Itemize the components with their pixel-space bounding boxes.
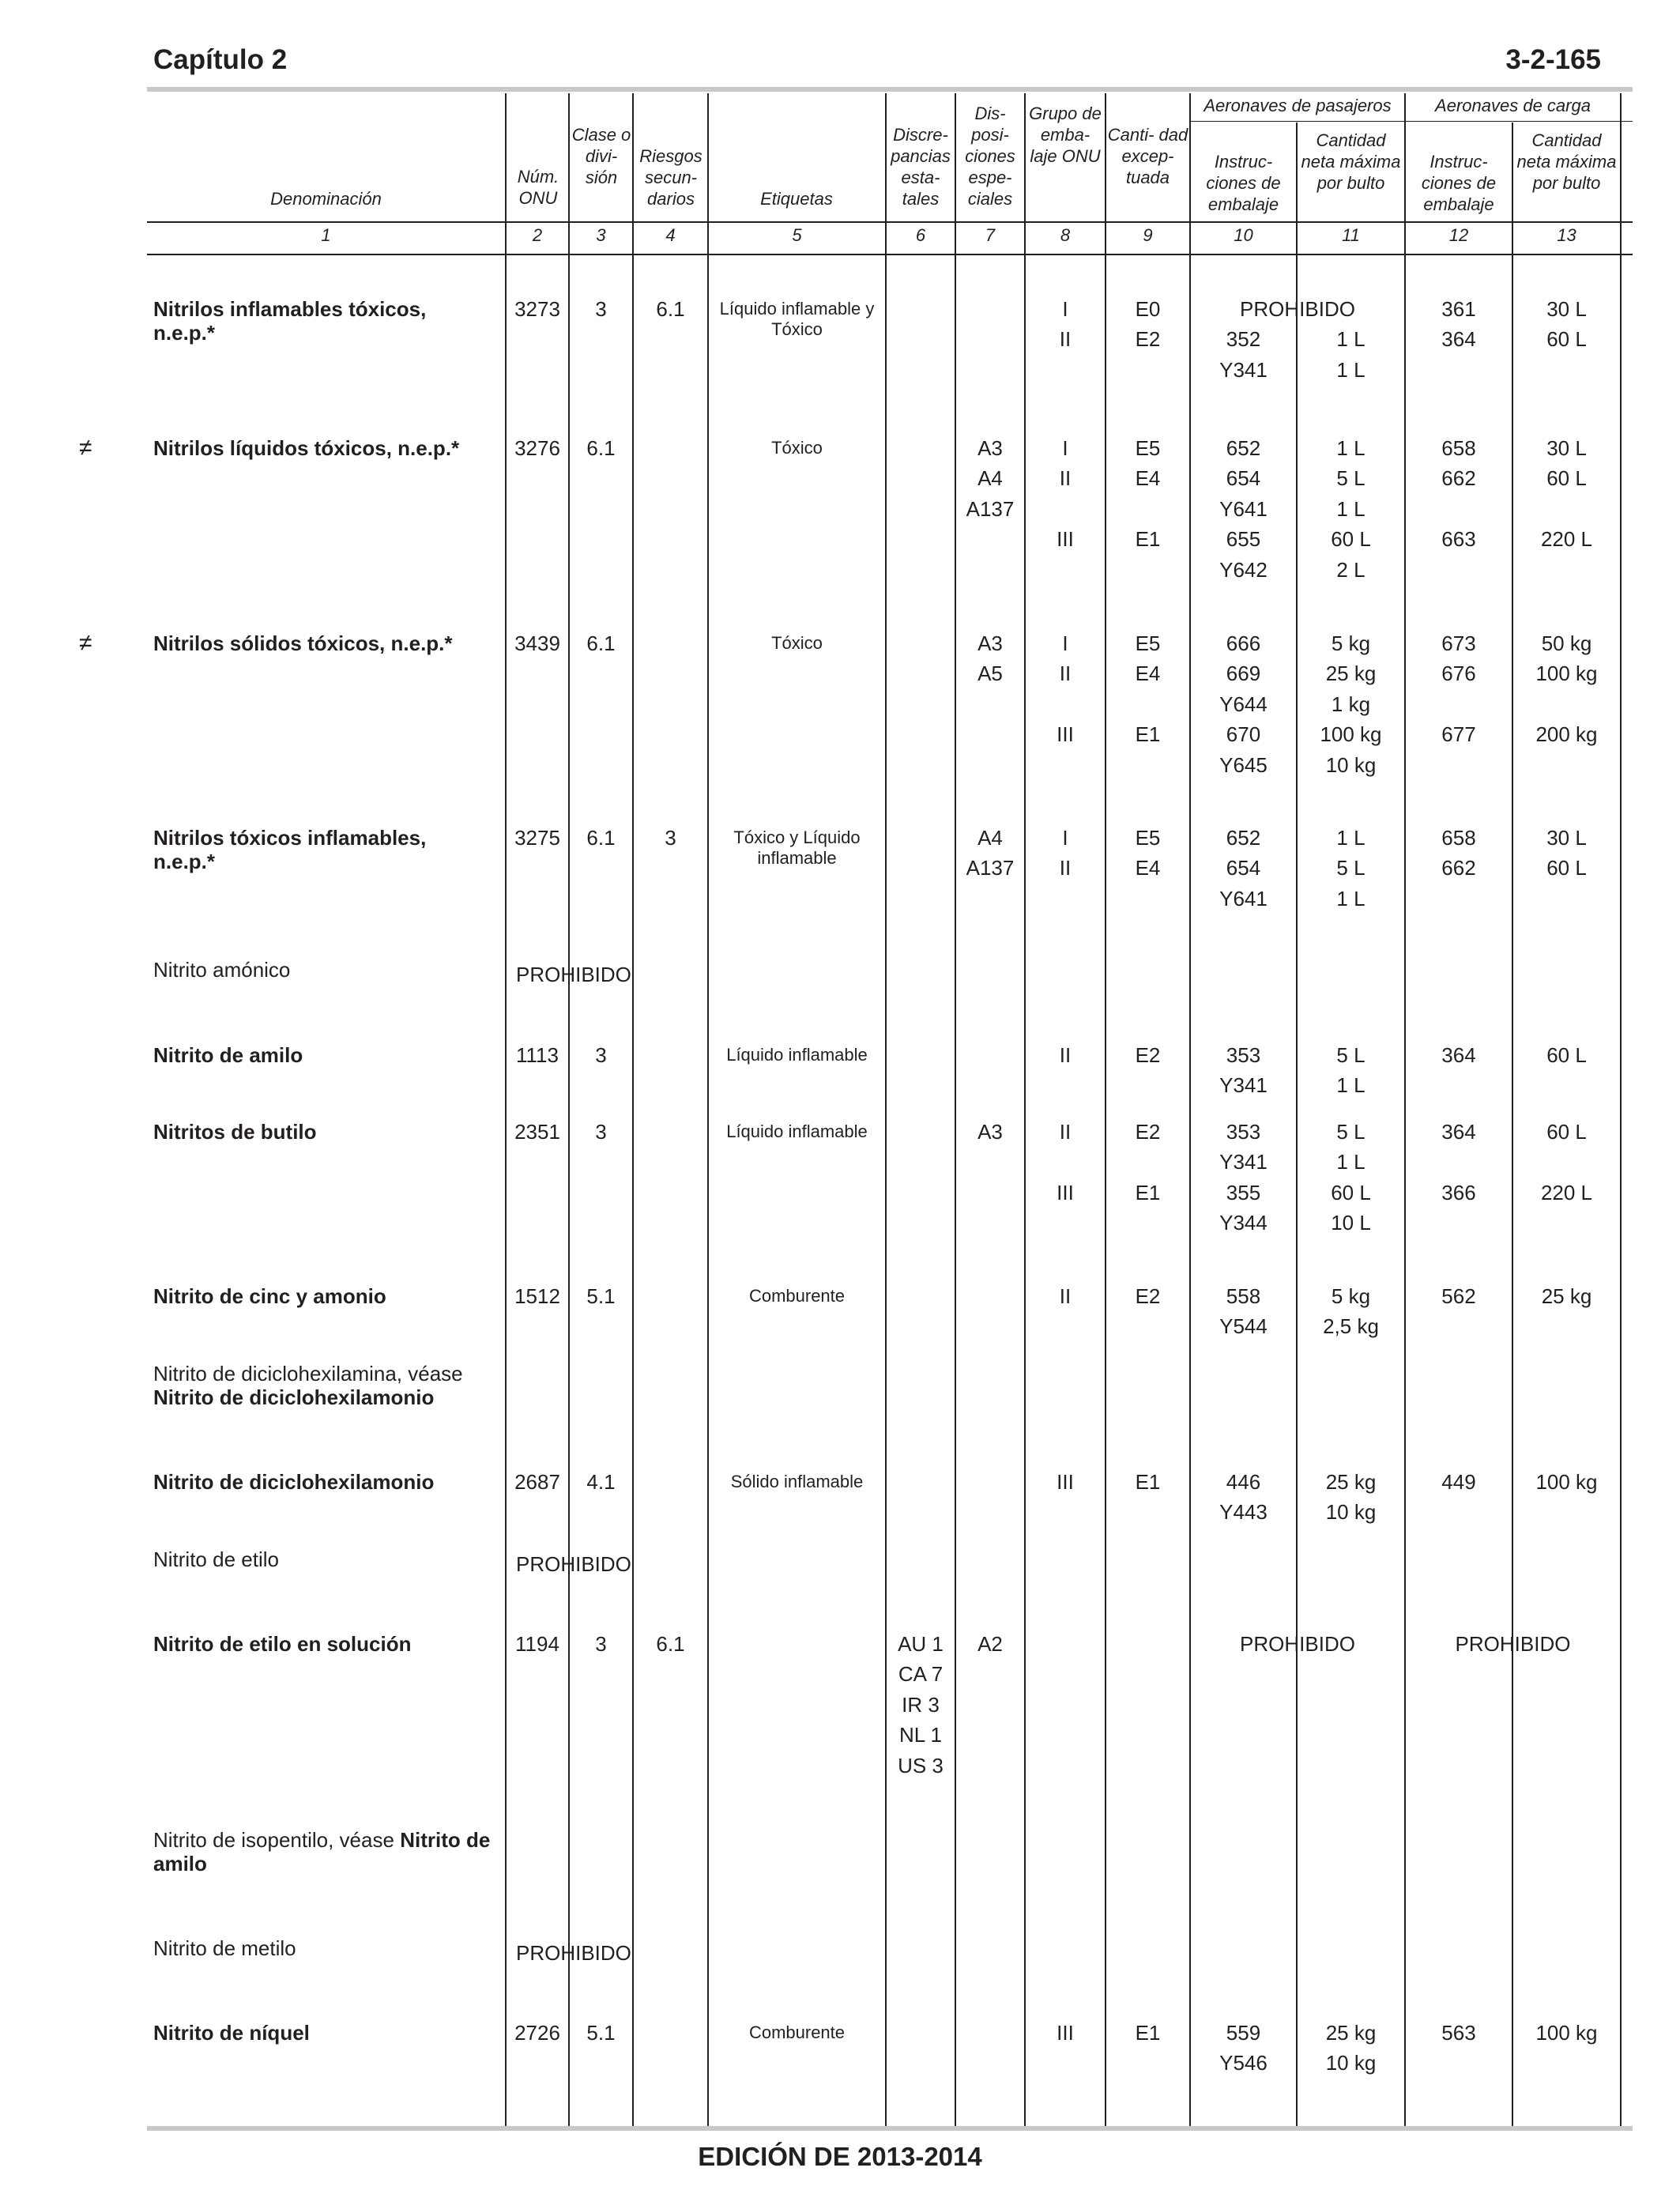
header-packing-group: Grupo de emba- laje ONU bbox=[1029, 104, 1102, 166]
pax-packing-instruction: Y642 bbox=[1219, 557, 1268, 582]
class-division: 3 bbox=[595, 297, 607, 321]
col-divider-3 bbox=[632, 93, 634, 2126]
cargo-packing-instruction: 364 bbox=[1441, 1043, 1476, 1067]
cargo-packing-instruction: 673 bbox=[1441, 631, 1476, 655]
pax-max-quantity: 2 L bbox=[1336, 557, 1365, 582]
cargo-packing-instruction: 361 bbox=[1441, 297, 1476, 321]
substance-name-bold: Nitrilos tóxicos inflamables, n.e.p.* bbox=[153, 826, 427, 873]
substance-name-plain: Nitrito de metilo bbox=[153, 1936, 296, 1960]
packing-group: III bbox=[1057, 722, 1074, 747]
excepted-quantity: E4 bbox=[1135, 466, 1161, 491]
column-number: 12 bbox=[1448, 225, 1469, 245]
un-number: 3439 bbox=[514, 631, 560, 655]
special-provision: A4 bbox=[977, 826, 1003, 850]
substance-name-bold: Nitrito de níquel bbox=[153, 2021, 310, 2045]
excepted-quantity: E1 bbox=[1135, 722, 1161, 747]
pax-packing-instruction: 558 bbox=[1226, 1284, 1261, 1308]
cargo-max-quantity: 60 L bbox=[1546, 1043, 1587, 1067]
un-number: 3276 bbox=[514, 436, 560, 460]
cargo-packing-instruction: 563 bbox=[1441, 2021, 1476, 2045]
pax-packing-instruction: Y546 bbox=[1219, 2051, 1268, 2075]
pax-max-quantity: 10 L bbox=[1331, 1211, 1371, 1235]
pax-packing-instruction: 655 bbox=[1226, 527, 1261, 552]
substance-name-bold: Nitrilos inflamables tóxicos, n.e.p.* bbox=[153, 297, 427, 345]
special-provision: A3 bbox=[977, 1120, 1003, 1144]
column-number: 8 bbox=[1060, 225, 1071, 245]
col-divider-8 bbox=[1105, 93, 1106, 2126]
forbidden-text: PROHIBIDO bbox=[516, 1552, 631, 1576]
packing-group: III bbox=[1057, 1180, 1074, 1204]
forbidden-text: PROHIBIDO bbox=[516, 1941, 631, 1965]
substance-name bbox=[153, 1284, 493, 1308]
col-divider-6 bbox=[955, 93, 956, 2126]
cargo-packing-instruction: 658 bbox=[1441, 826, 1476, 850]
pax-packing-instruction: 652 bbox=[1226, 826, 1261, 850]
pax-max-quantity: 1 L bbox=[1336, 1150, 1365, 1174]
header-class: Clase o divi- sión bbox=[571, 125, 631, 187]
cargo-max-quantity: 60 L bbox=[1546, 466, 1587, 491]
substance-name bbox=[153, 297, 493, 345]
pax-packing-instruction: Y645 bbox=[1219, 752, 1268, 777]
pax-max-quantity: 1 L bbox=[1336, 357, 1365, 382]
pax-packing-instruction: 670 bbox=[1226, 722, 1261, 747]
pax-max-quantity: 10 kg bbox=[1325, 1500, 1377, 1525]
class-division: 4.1 bbox=[586, 1470, 616, 1494]
packing-group: II bbox=[1059, 466, 1072, 491]
page-number: 3-2-165 bbox=[1505, 44, 1601, 75]
state-variation: AU 1 bbox=[898, 1632, 944, 1656]
column-number: 4 bbox=[665, 225, 676, 245]
un-number: 2726 bbox=[514, 2021, 560, 2045]
header-cargo-aircraft: Aeronaves de carga bbox=[1435, 96, 1591, 115]
column-number: 10 bbox=[1234, 225, 1253, 245]
substance-name bbox=[153, 1470, 493, 1494]
excepted-quantity: E2 bbox=[1135, 1284, 1161, 1308]
substance-name bbox=[153, 826, 493, 873]
packing-group: III bbox=[1057, 1470, 1074, 1494]
cargo-packing-instruction: 663 bbox=[1441, 527, 1476, 552]
packing-group: II bbox=[1059, 1120, 1072, 1144]
substance-name bbox=[153, 2021, 493, 2045]
excepted-quantity: E0 bbox=[1135, 297, 1161, 321]
header-excepted-quantity: Canti- dad excep- tuada bbox=[1107, 125, 1188, 187]
cargo-packing-instruction: 364 bbox=[1441, 1120, 1476, 1144]
class-division: 5.1 bbox=[586, 2021, 616, 2045]
packing-group: I bbox=[1062, 826, 1068, 850]
pax-packing-instruction: 352 bbox=[1226, 327, 1261, 352]
substance-name-bold: Nitrito de diciclohexilamonio bbox=[153, 1470, 435, 1494]
cross-reference: Nitrito de amilo bbox=[153, 1828, 491, 1875]
substance-name-plain: Nitrito de etilo bbox=[153, 1547, 279, 1571]
pax-max-quantity: 10 kg bbox=[1325, 2051, 1377, 2075]
change-mark: ≠ bbox=[79, 435, 92, 461]
cargo-packing-instruction: 449 bbox=[1441, 1470, 1476, 1494]
col-divider-11 bbox=[1404, 93, 1406, 2126]
header-un-number: Núm. ONU bbox=[517, 167, 559, 208]
pax-max-quantity: 1 L bbox=[1336, 886, 1365, 910]
cargo-max-quantity: 60 L bbox=[1546, 856, 1587, 880]
bottom-rule bbox=[147, 2126, 1633, 2131]
col-divider-5 bbox=[885, 93, 887, 2126]
packing-group: I bbox=[1062, 297, 1068, 321]
hazard-labels: Tóxico bbox=[771, 438, 823, 458]
pax-max-quantity: 100 kg bbox=[1320, 722, 1382, 747]
chapter-title: Capítulo 2 bbox=[153, 44, 288, 75]
substance-name-plain: Nitrito de diciclohexilamina, véase bbox=[153, 1362, 463, 1385]
special-provision: A3 bbox=[977, 631, 1003, 655]
special-provision: A4 bbox=[977, 466, 1003, 491]
excepted-quantity: E1 bbox=[1135, 1180, 1161, 1204]
cargo-max-quantity: 100 kg bbox=[1535, 1470, 1598, 1494]
packing-group: III bbox=[1057, 527, 1074, 552]
forbidden-text: PROHIBIDO bbox=[516, 963, 631, 986]
column-number: 2 bbox=[532, 225, 543, 245]
cargo-max-quantity: 50 kg bbox=[1541, 631, 1592, 655]
substance-name bbox=[153, 1547, 493, 1571]
excepted-quantity: E1 bbox=[1135, 527, 1161, 552]
header-state-variations: Discre- pancias esta- tales bbox=[891, 125, 951, 209]
substance-name bbox=[153, 1936, 493, 1960]
cargo-max-quantity: 30 L bbox=[1546, 436, 1587, 460]
excepted-quantity: E5 bbox=[1135, 631, 1161, 655]
excepted-quantity: E4 bbox=[1135, 662, 1161, 686]
col-divider-1 bbox=[505, 93, 507, 2126]
pax-max-quantity: 5 L bbox=[1336, 856, 1365, 880]
hazard-labels: Sólido inflamable bbox=[730, 1472, 864, 1491]
pax-packing-instruction: Y641 bbox=[1219, 886, 1268, 910]
packing-group: II bbox=[1059, 662, 1072, 686]
substance-name bbox=[153, 631, 493, 655]
class-division: 3 bbox=[595, 1632, 607, 1656]
column-number: 7 bbox=[985, 225, 996, 245]
header-subsidiary-risk: Riesgos secun- darios bbox=[639, 146, 703, 209]
cargo-max-quantity: 100 kg bbox=[1535, 2021, 1598, 2045]
hazard-labels: Líquido inflamable bbox=[726, 1122, 868, 1141]
pax-max-quantity: 1 L bbox=[1336, 826, 1365, 850]
class-division: 3 bbox=[595, 1120, 607, 1144]
cargo-max-quantity: 200 kg bbox=[1535, 722, 1598, 747]
header-passenger-aircraft: Aeronaves de pasajeros bbox=[1203, 96, 1392, 115]
state-variation: IR 3 bbox=[902, 1692, 940, 1717]
cargo-max-quantity: 220 L bbox=[1540, 1180, 1593, 1204]
cargo-packing-instruction: 662 bbox=[1441, 466, 1476, 491]
header-pax-max-quantity: Cantidad neta máxima por bulto bbox=[1301, 130, 1401, 193]
class-division: 6.1 bbox=[586, 631, 616, 655]
column-number: 11 bbox=[1342, 225, 1360, 245]
substance-name-plain: Nitrito amónico bbox=[153, 958, 291, 982]
pax-packing-instruction: 559 bbox=[1226, 2021, 1261, 2045]
substance-name-bold: Nitrito de cinc y amonio bbox=[153, 1284, 386, 1308]
pax-max-quantity: 1 kg bbox=[1331, 692, 1371, 716]
cargo-max-quantity: 100 kg bbox=[1535, 662, 1598, 686]
head-rule-2 bbox=[147, 254, 1633, 255]
pax-packing-instruction: Y641 bbox=[1219, 496, 1268, 521]
state-variation: US 3 bbox=[898, 1753, 944, 1777]
excepted-quantity: E2 bbox=[1135, 1120, 1161, 1144]
cargo-max-quantity: 60 L bbox=[1546, 327, 1587, 352]
cargo-max-quantity: 60 L bbox=[1546, 1120, 1587, 1144]
cargo-packing-instruction: 677 bbox=[1441, 722, 1476, 747]
cargo-max-quantity: 30 L bbox=[1546, 826, 1587, 850]
substance-name-bold: Nitrito de etilo en solución bbox=[153, 1632, 412, 1656]
pax-packing-instruction: 654 bbox=[1226, 856, 1261, 880]
column-number: 3 bbox=[596, 225, 606, 245]
column-number: 13 bbox=[1557, 225, 1576, 245]
cargo-packing-instruction: 366 bbox=[1441, 1180, 1476, 1204]
packing-group: III bbox=[1057, 2021, 1074, 2045]
un-number: 1512 bbox=[514, 1284, 560, 1308]
class-division: 5.1 bbox=[586, 1284, 616, 1308]
column-number: 1 bbox=[321, 225, 331, 245]
pax-max-quantity: 5 L bbox=[1336, 1120, 1365, 1144]
header-special-provisions: Dis- posi- ciones espe- ciales bbox=[965, 104, 1015, 209]
pax-max-quantity: 5 kg bbox=[1331, 631, 1371, 655]
class-division: 3 bbox=[595, 1043, 607, 1067]
pax-max-quantity: 2,5 kg bbox=[1323, 1314, 1379, 1339]
pax-max-quantity: 25 kg bbox=[1325, 2021, 1377, 2045]
packing-group: II bbox=[1059, 1284, 1072, 1308]
passenger-forbidden: PROHIBIDO bbox=[1240, 1632, 1355, 1656]
pax-max-quantity: 1 L bbox=[1336, 496, 1365, 521]
header-cargo-packing-instruction: Instruc- ciones de embalaje bbox=[1421, 152, 1497, 214]
pax-max-quantity: 25 kg bbox=[1325, 662, 1377, 686]
subsidiary-risk: 6.1 bbox=[656, 1632, 685, 1656]
substance-name-bold: Nitrilos líquidos tóxicos, n.e.p.* bbox=[153, 436, 460, 460]
edition-footer: EDICIÓN DE 2013-2014 bbox=[698, 2142, 982, 2171]
pax-packing-instruction: 669 bbox=[1226, 662, 1261, 686]
pax-packing-instruction: Y341 bbox=[1219, 357, 1268, 382]
column-number: 6 bbox=[915, 225, 926, 245]
hazard-labels: Tóxico y Líquido inflamable bbox=[733, 827, 861, 868]
packing-group: II bbox=[1059, 1043, 1072, 1067]
cross-reference: Nitrito de diciclohexilamonio bbox=[153, 1385, 435, 1409]
special-provision: A3 bbox=[977, 436, 1003, 460]
packing-group: II bbox=[1059, 327, 1072, 352]
header-pax-packing-instruction: Instruc- ciones de embalaje bbox=[1206, 152, 1281, 214]
col-divider-13 bbox=[1620, 93, 1622, 2126]
pax-packing-instruction: Y443 bbox=[1219, 1500, 1268, 1525]
change-mark: ≠ bbox=[79, 630, 92, 656]
un-number: 1194 bbox=[515, 1632, 559, 1656]
pax-packing-instruction: 654 bbox=[1226, 466, 1261, 491]
subsidiary-risk: 3 bbox=[665, 826, 676, 850]
header-labels: Etiquetas bbox=[760, 189, 833, 209]
pax-max-quantity: 10 kg bbox=[1325, 752, 1377, 777]
pax-packing-instruction: 353 bbox=[1226, 1120, 1261, 1144]
col-divider-9 bbox=[1189, 93, 1191, 2126]
pax-max-quantity: 5 kg bbox=[1331, 1284, 1371, 1308]
pax-packing-instruction: Y544 bbox=[1219, 1314, 1268, 1339]
column-number: 5 bbox=[792, 225, 802, 245]
un-number: 2687 bbox=[514, 1470, 560, 1494]
state-variation: CA 7 bbox=[898, 1662, 944, 1687]
substance-name bbox=[153, 1120, 493, 1144]
un-number: 2351 bbox=[514, 1120, 560, 1144]
cargo-forbidden: PROHIBIDO bbox=[1455, 1632, 1571, 1656]
substance-name-bold: Nitritos de butilo bbox=[153, 1120, 317, 1144]
state-variation: NL 1 bbox=[899, 1723, 942, 1747]
pax-packing-instruction: Y644 bbox=[1219, 692, 1268, 716]
packing-group: I bbox=[1062, 631, 1068, 655]
substance-name bbox=[153, 1043, 493, 1067]
pax-packing-instruction: 353 bbox=[1226, 1043, 1261, 1067]
excepted-quantity: E4 bbox=[1135, 856, 1161, 880]
special-provision: A137 bbox=[966, 856, 1015, 880]
hazard-labels: Líquido inflamable bbox=[726, 1045, 868, 1065]
pax-packing-instruction: PROHIBIDO bbox=[1240, 297, 1355, 321]
substance-name-plain: Nitrito de isopentilo, véase bbox=[153, 1828, 394, 1852]
cargo-packing-instruction: 562 bbox=[1441, 1284, 1476, 1308]
col-divider-4 bbox=[707, 93, 709, 2126]
un-number: 1113 bbox=[516, 1043, 559, 1067]
col-divider-2 bbox=[568, 93, 570, 2126]
excepted-quantity: E5 bbox=[1135, 826, 1161, 850]
pax-packing-instruction: Y341 bbox=[1219, 1150, 1268, 1174]
cargo-packing-instruction: 662 bbox=[1441, 856, 1476, 880]
pax-packing-instruction: 446 bbox=[1226, 1470, 1261, 1494]
hazard-labels: Comburente bbox=[748, 1286, 846, 1306]
head-rule-1 bbox=[147, 221, 1633, 223]
pax-packing-instruction: Y344 bbox=[1219, 1211, 1268, 1235]
cargo-packing-instruction: 658 bbox=[1441, 436, 1476, 460]
pax-max-quantity: 60 L bbox=[1331, 527, 1371, 552]
substance-name bbox=[153, 1632, 493, 1656]
packing-group: II bbox=[1059, 856, 1072, 880]
packing-group: I bbox=[1062, 436, 1068, 460]
pax-packing-instruction: 355 bbox=[1226, 1180, 1261, 1204]
pax-max-quantity: 25 kg bbox=[1325, 1470, 1377, 1494]
substance-name bbox=[153, 1828, 493, 1875]
cargo-packing-instruction: 364 bbox=[1441, 327, 1476, 352]
substance-name bbox=[153, 1362, 493, 1409]
substance-name-bold: Nitrilos sólidos tóxicos, n.e.p.* bbox=[153, 631, 453, 655]
substance-name-bold: Nitrito de amilo bbox=[153, 1043, 303, 1067]
cargo-max-quantity: 220 L bbox=[1540, 527, 1593, 552]
pax-max-quantity: 1 L bbox=[1336, 436, 1365, 460]
class-division: 6.1 bbox=[586, 826, 616, 850]
pax-packing-instruction: Y341 bbox=[1219, 1073, 1268, 1098]
pax-max-quantity: 1 L bbox=[1336, 1073, 1365, 1098]
cargo-max-quantity: 30 L bbox=[1546, 297, 1587, 321]
hazard-labels: Tóxico bbox=[771, 633, 823, 653]
header-cargo-max-quantity: Cantidad neta máxima por bulto bbox=[1516, 130, 1617, 193]
excepted-quantity: E2 bbox=[1135, 327, 1161, 352]
substance-name bbox=[153, 436, 493, 460]
pax-packing-instruction: 652 bbox=[1226, 436, 1261, 460]
pax-max-quantity: 60 L bbox=[1331, 1180, 1371, 1204]
class-division: 6.1 bbox=[586, 436, 616, 460]
excepted-quantity: E5 bbox=[1135, 436, 1161, 460]
pax-max-quantity: 5 L bbox=[1336, 1043, 1365, 1067]
aircraft-rule bbox=[1189, 121, 1633, 122]
pax-max-quantity: 5 L bbox=[1336, 466, 1365, 491]
special-provision: A5 bbox=[977, 662, 1003, 686]
column-number: 9 bbox=[1143, 225, 1153, 245]
special-provision: A2 bbox=[977, 1632, 1003, 1656]
pax-packing-instruction: 666 bbox=[1226, 631, 1261, 655]
cargo-max-quantity: 25 kg bbox=[1541, 1284, 1592, 1308]
subsidiary-risk: 6.1 bbox=[656, 297, 685, 321]
cargo-packing-instruction: 676 bbox=[1441, 662, 1476, 686]
special-provision: A137 bbox=[966, 496, 1015, 521]
pax-max-quantity: 1 L bbox=[1336, 327, 1365, 352]
excepted-quantity: E1 bbox=[1135, 2021, 1161, 2045]
header-denominacion: Denominación bbox=[270, 189, 382, 209]
excepted-quantity: E2 bbox=[1135, 1043, 1161, 1067]
hazard-labels: Comburente bbox=[748, 2022, 846, 2042]
hazard-labels: Líquido inflamable y Tóxico bbox=[719, 299, 875, 339]
col-divider-7 bbox=[1024, 93, 1026, 2126]
excepted-quantity: E1 bbox=[1135, 1470, 1161, 1494]
substance-name bbox=[153, 958, 493, 982]
un-number: 3273 bbox=[514, 297, 560, 321]
un-number: 3275 bbox=[514, 826, 560, 850]
